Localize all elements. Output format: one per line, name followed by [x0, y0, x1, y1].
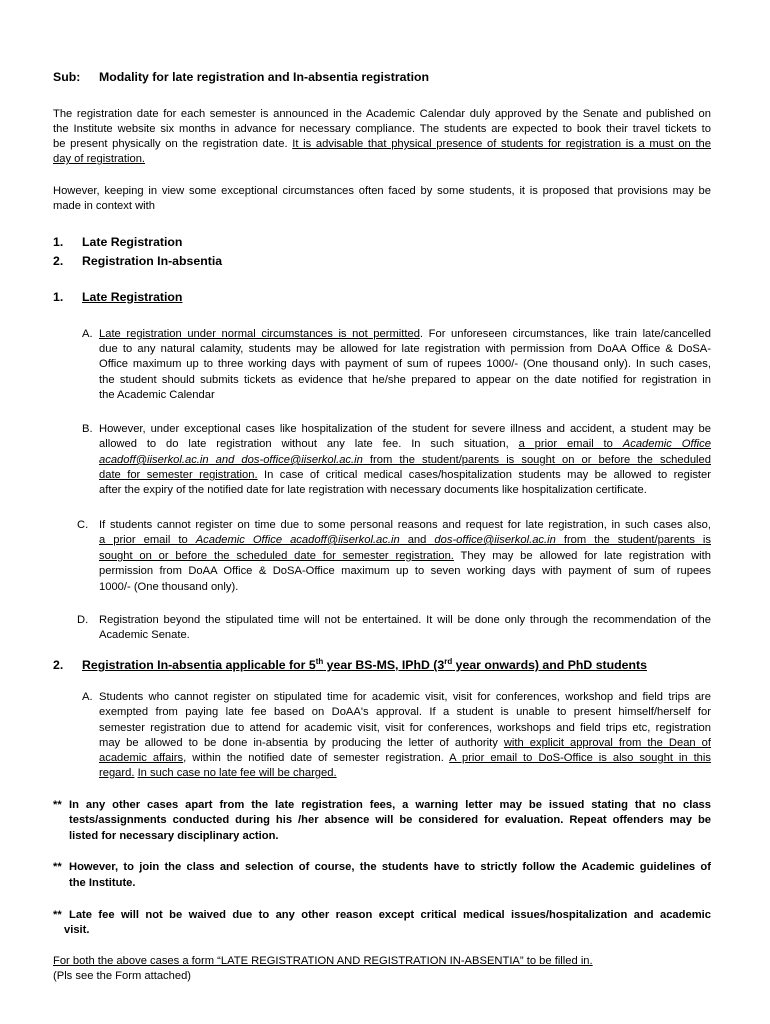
- item-line: after the expiry of the notified date for late registration with necessary documents like hospitalization certificate.: [99, 484, 647, 496]
- item-line: Students who cannot register on stipulated time for academic visit, visit for conferences, workshop and field trips are: [99, 691, 711, 703]
- intro-line: the Institute website six months in advance for necessary compliance. The students are expected to book their travel tickets to: [53, 123, 711, 135]
- note-line: Late fee will not be waived due to any other reason except critical medical issues/hospitalization and academic: [69, 909, 711, 921]
- subject-title: Modality for late registration and In-absentia registration: [99, 70, 430, 84]
- item-line: Registration beyond the stipulated time will not be entertained. It will be done only through the recommendation of the: [99, 614, 711, 626]
- item-line: the student should submits tickets as evidence that he/she prepared to appear on the date notified for registration in: [99, 374, 711, 386]
- note-line: listed for necessary disciplinary action.: [69, 830, 279, 842]
- item-line: Office maximum up to three working days with payment of sum of rupees 1000/- (One thousand only). In such cases,: [99, 358, 711, 370]
- section2-number: 2.: [53, 658, 64, 672]
- item-line: a prior email to Academic Office acadoff@iiserkol.ac.in and dos-office@iiserkol.ac.in from the student/parents is: [99, 534, 712, 546]
- item-letter: D.: [77, 614, 89, 626]
- item-letter: A.: [82, 691, 93, 703]
- note-marker: **: [53, 909, 62, 921]
- item-line: Late registration under normal circumstances is not permitted. For unforeseen circumstances, like train late/cancelled: [99, 328, 711, 340]
- note-line: visit.: [64, 924, 90, 936]
- item-line: may be allowed to be done in-absentia by producing the letter of authority with explicit approval from the Dean of: [99, 737, 711, 749]
- item-line: the Academic Calendar: [99, 389, 215, 401]
- intro-line: day of registration.: [53, 153, 146, 165]
- item-line: permission from DoAA Office & DoSA-Office maximum up to seven working days with payment of sum of rupees: [99, 565, 711, 577]
- note-line: the Institute.: [69, 877, 136, 889]
- section1-title: Late Registration: [82, 290, 183, 304]
- item-line: If students cannot register on time due to some personal reasons and request for late registration, in such cases also,: [99, 519, 711, 531]
- item-line: Academic Senate.: [99, 629, 190, 641]
- note-line: However, to join the class and selection of course, the students have to strictly follow the Academic guidelines of: [69, 861, 711, 873]
- toc-number: 2.: [53, 254, 64, 268]
- item-line: semester registration due to attend for academic visit, visit for conferences, workshops and field trips etc, registration: [99, 722, 711, 734]
- intro-line: be present physically on the registration date. It is advisable that physical presence of students for registration is a must on the: [53, 138, 711, 150]
- item-line: sought on or before the scheduled date for semester registration. They may be allowed for late registration with: [99, 550, 711, 562]
- item-letter: C.: [77, 519, 89, 531]
- para2-line: made in context with: [53, 200, 155, 212]
- section2-title: Registration In-absentia applicable for 5th year BS-MS, IPhD (3rd year onwards) and PhD students: [82, 656, 647, 672]
- intro-line: The registration date for each semester is announced in the Academic Calendar duly approved by the Senate and published on: [53, 108, 711, 120]
- item-line: date for semester registration. In case of critical medical cases/hospitalization students may be allowed to register: [99, 469, 711, 481]
- note-line: tests/assignments conducted during his /her absence will be considered for evaluation. Repeat offenders may be: [69, 814, 711, 826]
- item-line: regard. In such case no late fee will be charged.: [99, 767, 337, 779]
- item-letter: B.: [82, 423, 93, 435]
- toc-item: Late Registration: [82, 235, 183, 249]
- item-line: allowed to do late registration without any late fee. In such situation, a prior email to Academic Office: [99, 438, 711, 450]
- toc-item: Registration In-absentia: [82, 254, 223, 268]
- intro-emphasis: It is advisable that physical presence of students for registration is a must on the: [292, 138, 711, 150]
- item-line: acadoff@iiserkol.ac.in and dos-office@iiserkol.ac.in from the student/parents is sought on or before the scheduled: [99, 454, 711, 466]
- note-marker: **: [53, 861, 62, 873]
- para2-line: However, keeping in view some exceptional circumstances often faced by some students, it is proposed that provisions may be: [53, 185, 711, 197]
- item-line: academic affairs, within the notified date of semester registration. A prior email to DoS-Office is also sought in this: [99, 752, 711, 764]
- footer-form-note: For both the above cases a form “LATE REGISTRATION AND REGISTRATION IN-ABSENTIA” to be filled in.: [53, 955, 593, 967]
- item-letter: A.: [82, 328, 93, 340]
- item-line: However, under exceptional cases like hospitalization of the student for severe illness and accident, a student may be: [99, 423, 711, 435]
- note-marker: **: [53, 799, 62, 811]
- section1-number: 1.: [53, 290, 64, 304]
- toc-number: 1.: [53, 235, 64, 249]
- footer-attachment-note: (Pls see the Form attached): [53, 970, 192, 982]
- item-line: due to any natural calamity, students may be allowed for late registration with permission from DoAA Office & DoSA-: [99, 343, 711, 355]
- subject-label: Sub:: [53, 70, 81, 84]
- item-line: 1000/- (One thousand only).: [99, 581, 239, 593]
- note-line: In any other cases apart from the late registration fees, a warning letter may be issued stating that no class: [69, 799, 711, 811]
- item-line: exempted from paying late fee based on DoAA's approval. If a student is unable to present himself/herself for: [99, 706, 711, 718]
